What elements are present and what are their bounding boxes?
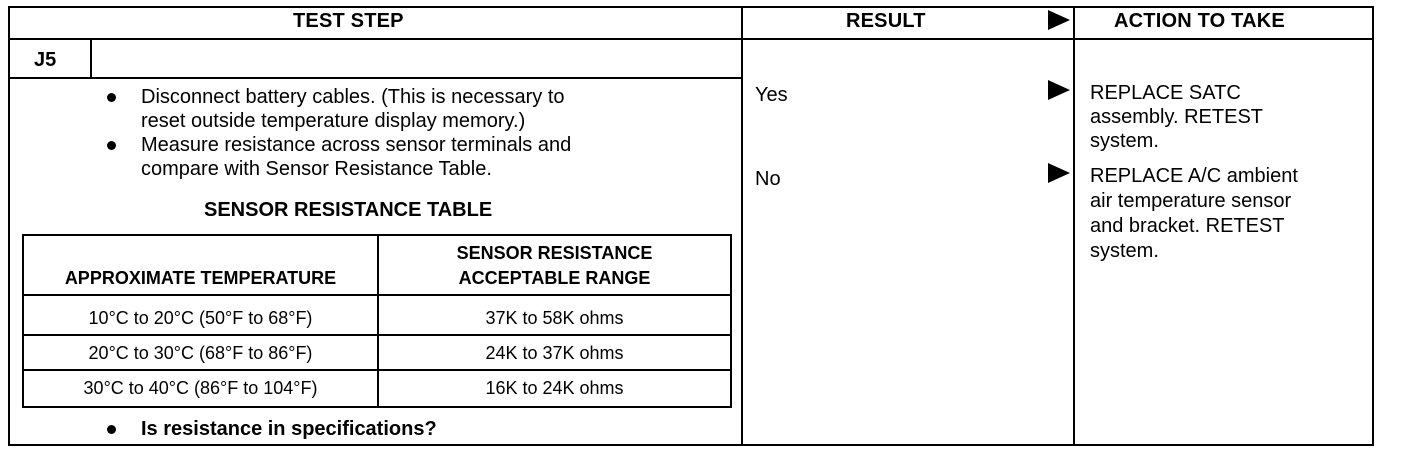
step-id-divider: [8, 77, 743, 79]
result-yes-label: Yes: [755, 84, 788, 106]
instruction-1-line-1: Disconnect battery cables. (This is necessary to: [141, 86, 565, 108]
action-yes-line-3: system.: [1090, 130, 1159, 152]
sensor-table-row-divider: [22, 334, 732, 336]
sensor-table-header-temperature: APPROXIMATE TEMPERATURE: [64, 268, 337, 288]
column-divider-result: [741, 6, 743, 446]
result-no-label: No: [755, 168, 781, 190]
bullet-icon: [107, 425, 116, 434]
sensor-table-title: SENSOR RESISTANCE TABLE: [204, 199, 493, 221]
sensor-table-row-3-range: 16K to 24K ohms: [485, 378, 624, 398]
instruction-2-line-2: compare with Sensor Resistance Table.: [141, 158, 492, 180]
sensor-table-row-2-range: 24K to 37K ohms: [485, 343, 624, 363]
sensor-table-header-resistance: SENSOR RESISTANCE: [456, 243, 653, 263]
sensor-table-row-1-temperature: 10°C to 20°C (50°F to 68°F): [88, 308, 313, 328]
action-yes-line-2: assembly. RETEST: [1090, 106, 1263, 128]
right-triangle-arrow-icon: [1048, 10, 1070, 30]
column-divider-action: [1073, 6, 1075, 446]
header-test-step: TEST STEP: [293, 10, 404, 32]
sensor-table-row-1-range: 37K to 58K ohms: [485, 308, 624, 328]
sensor-table-header-divider: [22, 294, 732, 296]
action-no-line-2: air temperature sensor: [1090, 190, 1292, 212]
action-no-line-1: REPLACE A/C ambient: [1090, 165, 1298, 187]
bullet-icon: [107, 93, 116, 102]
sensor-table-row-3-temperature: 30°C to 40°C (86°F to 104°F): [83, 378, 318, 398]
question-text: Is resistance in specifications?: [141, 418, 437, 440]
bullet-icon: [107, 141, 116, 150]
right-triangle-arrow-icon: [1048, 163, 1070, 183]
step-id-box-edge: [90, 38, 92, 79]
instruction-1-line-2: reset outside temperature display memory.): [141, 110, 526, 132]
sensor-table-header-range: ACCEPTABLE RANGE: [458, 268, 651, 288]
action-yes-line-1: REPLACE SATC: [1090, 82, 1241, 104]
header-divider: [8, 38, 1374, 40]
header-action-to-take: ACTION TO TAKE: [1114, 10, 1285, 32]
sensor-table-row-2-temperature: 20°C to 30°C (68°F to 86°F): [88, 343, 313, 363]
step-id: J5: [34, 49, 57, 71]
sensor-table-row-divider: [22, 369, 732, 371]
header-result: RESULT: [846, 10, 926, 32]
action-no-line-4: system.: [1090, 240, 1159, 262]
instruction-2-line-1: Measure resistance across sensor terminals and: [141, 134, 572, 156]
action-no-line-3: and bracket. RETEST: [1090, 215, 1285, 237]
right-triangle-arrow-icon: [1048, 80, 1070, 100]
